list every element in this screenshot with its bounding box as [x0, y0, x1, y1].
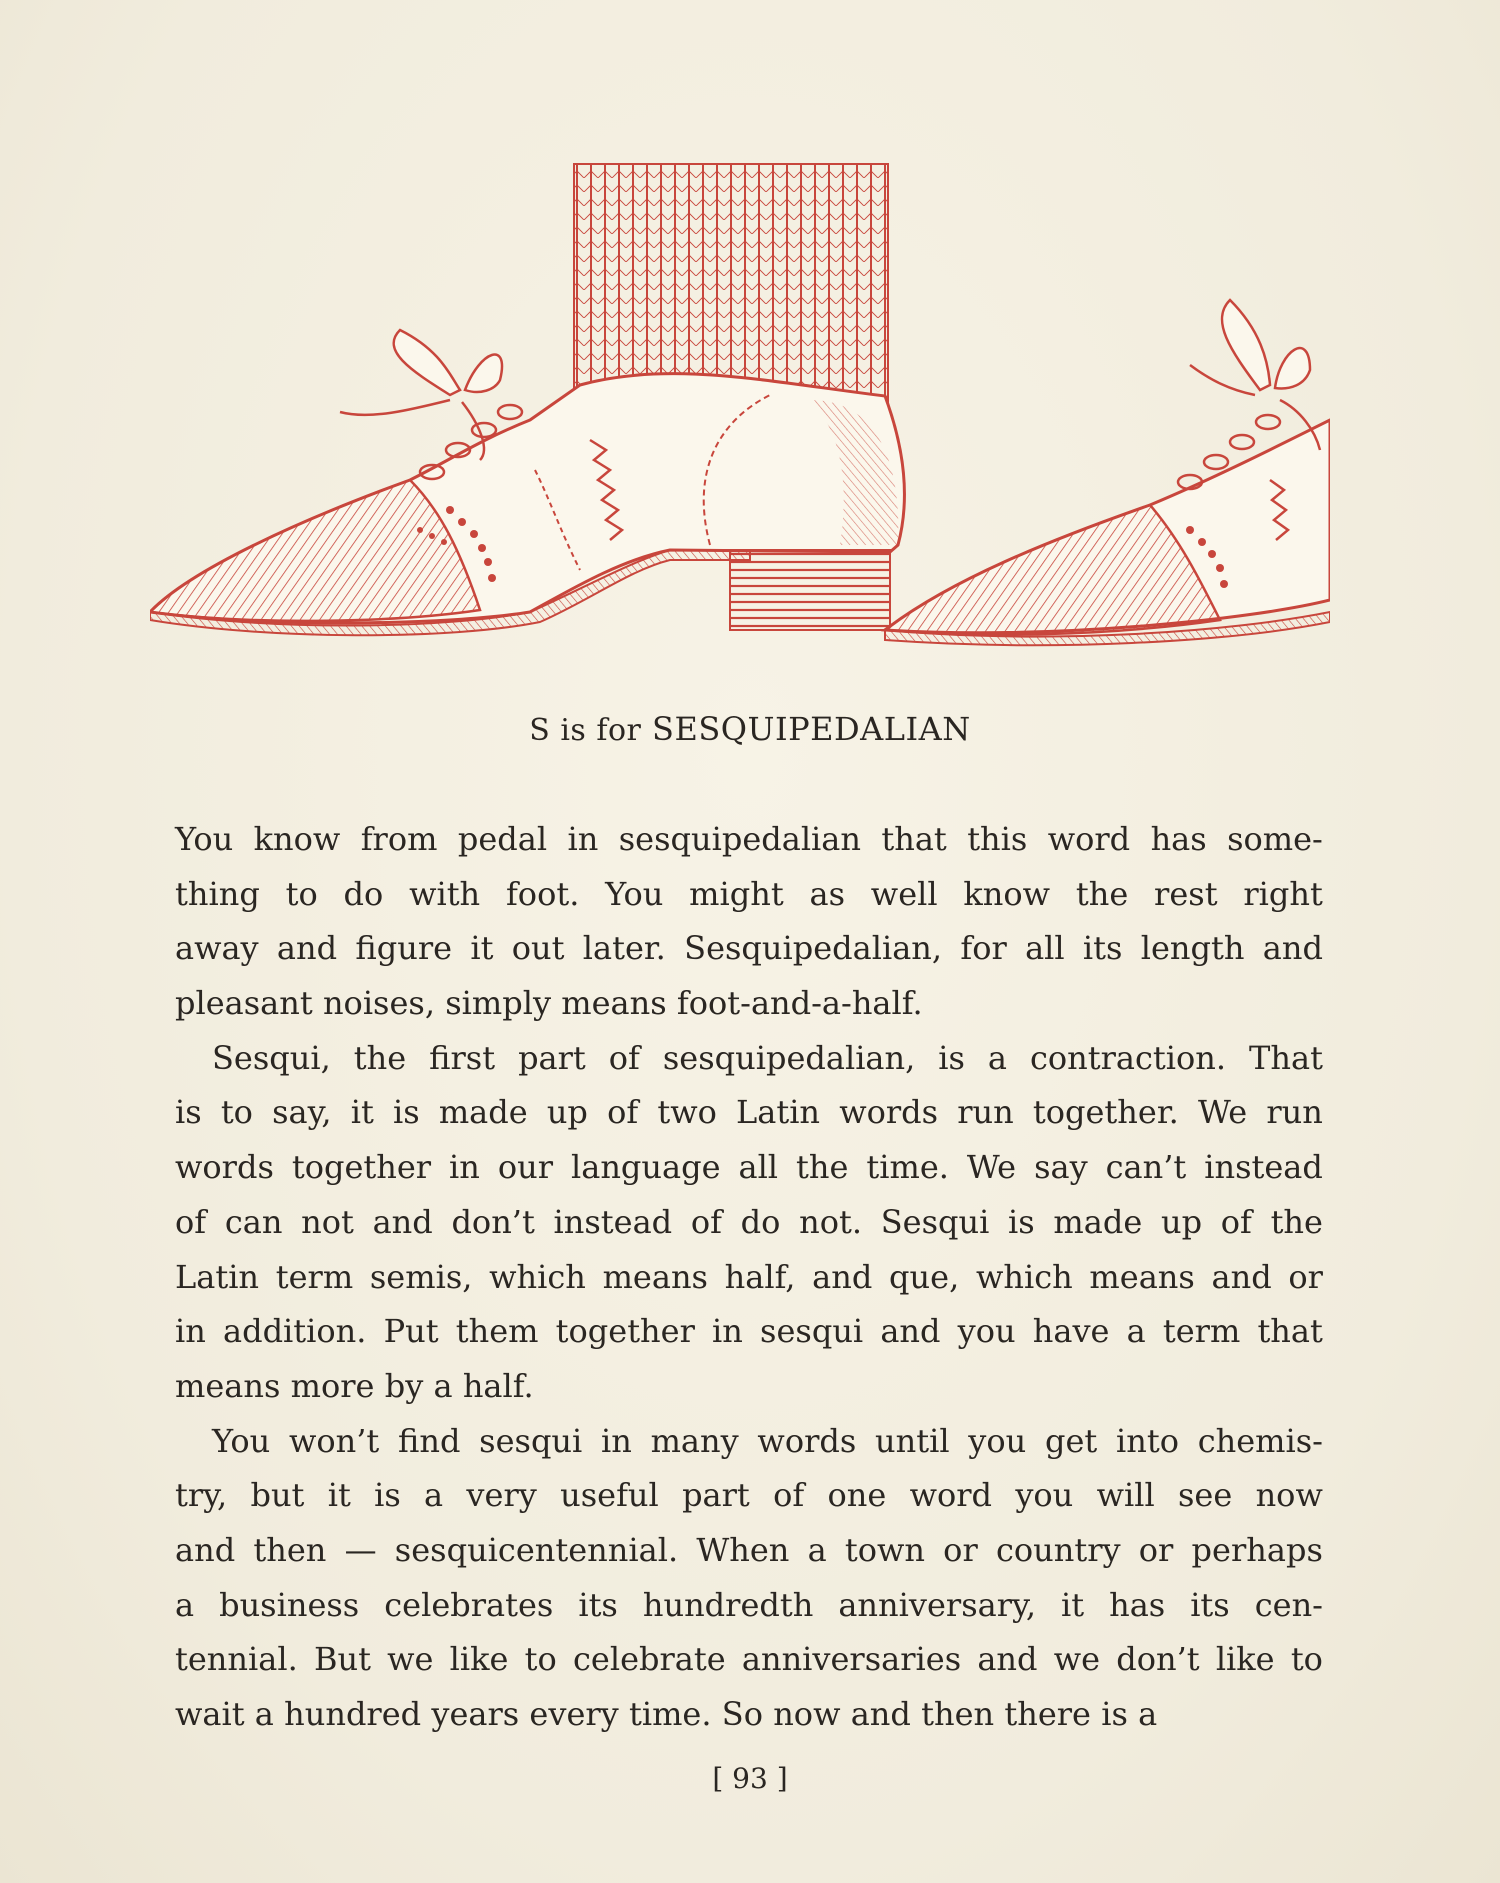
shoe-illustration [150, 150, 1330, 650]
sock [574, 164, 888, 406]
text-line: Sesqui, the first part of sesquipedalian, is a contraction. That [212, 1038, 1323, 1077]
text-line: a business celebrates its hundredth anniversary, it has its cen- [175, 1585, 1323, 1624]
text-line: is to say, it is made up of two Latin words run together. We run [175, 1093, 1323, 1132]
text-line: of can not and don’t instead of do not. Sesqui is made up of the [175, 1202, 1323, 1241]
heading-lead: S is for [529, 713, 642, 748]
text-line: away and figure it out later. Sesquipedalian, for all its length and [175, 929, 1323, 968]
text-line: means more by a half. [175, 1366, 534, 1405]
section-heading [0, 710, 1500, 748]
text-line: wait a hundred years every time. So now and then there is a [175, 1695, 1158, 1733]
text-line: pleasant noises, simply means foot-and-a-half. [175, 984, 923, 1023]
text-line: You know from pedal in sesquipedalian that this word has some- [175, 820, 1323, 858]
right-shoe [885, 300, 1330, 645]
heading-word: SESQUIPEDALIAN [652, 710, 971, 748]
page-number: [ 93 ] [712, 1762, 788, 1795]
text-line: You won’t find sesqui in many words until you get into chemis- [212, 1421, 1323, 1460]
text-line: words together in our language all the time. We say can’t instead [175, 1148, 1323, 1187]
text-line: thing to do with foot. You might as well know the rest right [175, 874, 1323, 913]
text-line: try, but it is a very useful part of one word you will see now [175, 1476, 1323, 1515]
text-line: in addition. Put them together in sesqui and you have a term that [175, 1312, 1323, 1351]
text-line: Latin term semis, which means half, and que, which means and or [175, 1257, 1323, 1296]
text-line: and then — sesquicentennial. When a town or country or perhaps [175, 1530, 1323, 1569]
text-line: tennial. But we like to celebrate anniversaries and we don’t like to [175, 1640, 1323, 1679]
body-text [175, 812, 1323, 1742]
